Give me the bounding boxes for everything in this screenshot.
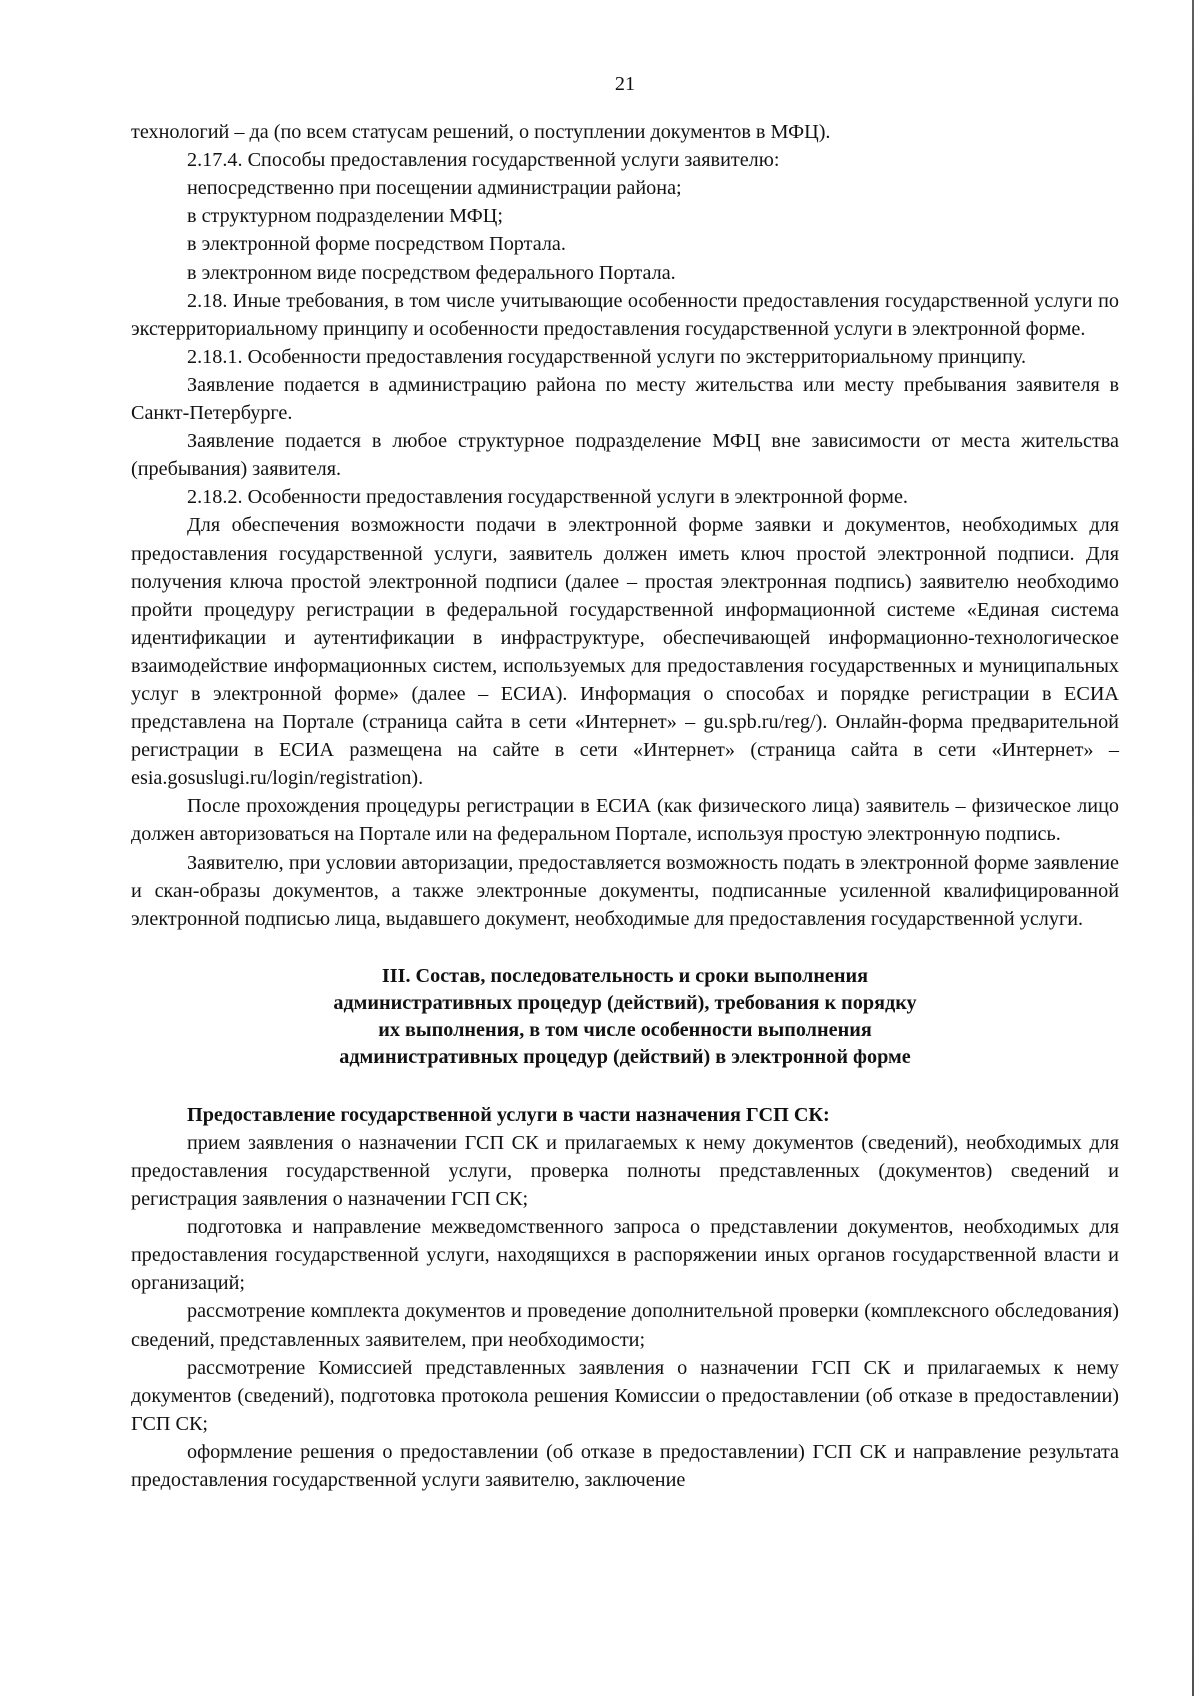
section-heading	[131, 963, 1119, 1071]
procedure-item: подготовка и направление межведомственного запроса о представлении документов, необходимых для предоставления государственной услуги, находящихся в распоряжении иных органов государственной власти и организаций;	[131, 1216, 1119, 1295]
procedure-item: рассмотрение Комиссией представленных заявления о назначении ГСП СК и прилагаемых к нему документов (сведений), подготовка протокола решения Комиссии о предоставлении (об отказе в предоставлении) ГСП СК;	[131, 1356, 1119, 1435]
procedure-item: рассмотрение комплекта документов и проведение дополнительной проверки (комплексного обследования) сведений, представленных заявителем, при необходимости;	[131, 1300, 1119, 1351]
list-item-administration: непосредственно при посещении администрации района;	[187, 177, 682, 200]
section-heading-line: III. Состав, последовательность и сроки выполнения	[381, 964, 869, 987]
paragraph-2-17-4: 2.17.4. Способы предоставления государственной услуги заявителю:	[187, 149, 780, 172]
list-item-portal: в электронной форме посредством Портала.	[187, 233, 566, 256]
section-heading-line: их выполнения, в том числе особенности выполнения	[378, 1018, 872, 1041]
paragraph-after-registration: После прохождения процедуры регистрации в ЕСИА (как физического лица) заявитель – физическое лицо должен авторизоваться на Портале или на федеральном Портале, используя простую электронную подпись.	[131, 795, 1119, 846]
section-heading-line: административных процедур (действий) в электронной форме	[339, 1045, 911, 1068]
paragraph-2-18-1: 2.18.1. Особенности предоставления государственной услуги по экстерриториальному принципу.	[187, 345, 1027, 368]
procedure-item: прием заявления о назначении ГСП СК и прилагаемых к нему документов (сведений), необходимых для предоставления государственной услуги, проверка полноты представленных (документов) сведений и регистрация заявления о назначении ГСП СК;	[131, 1131, 1119, 1211]
page-number: 21	[614, 73, 636, 95]
paragraph-2-18-2: 2.18.2. Особенности предоставления государственной услуги в электронной форме.	[187, 486, 908, 509]
list-item-mfc: в структурном подразделении МФЦ;	[187, 205, 503, 228]
paragraph-district-application: Заявление подается в администрацию района по месту жительства или месту пребывания заявителя в Санкт-Петербурге.	[131, 373, 1119, 425]
paragraph-authorization: Заявителю, при условии авторизации, предоставляется возможность подать в электронной форме заявление и скан-образы документов, а также электронные документы, подписанные усиленной квалифицированной электронной подписью лица, выдавшего документ, необходимые для предоставления государственной услуги.	[131, 851, 1119, 930]
list-item-federal-portal: в электронном виде посредством федерального Портала.	[187, 261, 676, 284]
document-page	[131, 70, 1119, 1494]
scan-edge	[1192, 0, 1194, 1696]
procedure-item: оформление решения о предоставлении (об отказе в предоставлении) ГСП СК и направление результата предоставления государственной услуги заявителю, заключение	[131, 1440, 1119, 1492]
section-heading-line: административных процедур (действий), требования к порядку	[333, 991, 917, 1014]
subheading-gsp-sk: Предоставление государственной услуги в части назначения ГСП СК:	[187, 1103, 830, 1126]
paragraph-2-18: 2.18. Иные требования, в том числе учитывающие особенности предоставления государственной услуги по экстерриториальному принципу и особенности предоставления государственной услуги в электронной форме.	[131, 289, 1119, 340]
paragraph-mfc-application: Заявление подается в любое структурное подразделение МФЦ вне зависимости от места жительства (пребывания) заявителя.	[131, 430, 1119, 481]
paragraph-continuation: технологий – да (по всем статусам решений, о поступлении документов в МФЦ).	[131, 121, 831, 144]
paragraph-esia-registration: Для обеспечения возможности подачи в электронной форме заявки и документов, необходимых для предоставления государственной услуги, заявитель должен иметь ключ простой электронной подписи. Для получения ключа простой электронной подписи (далее – простая электронная подпись) заявителю необходимо пройти процедуру регистрации в федеральной государственной информационной системе «Единая система идентификации и аутентификации в инфраструктуре, обеспечивающей информационно-технологическое взаимодействие информационных систем, используемых для предоставления государственных и муниципальных услуг в электронной форме» (далее – ЕСИА). Информация о способах и порядке регистрации в ЕСИА представлена на Портале (страница сайта в сети «Интернет» – gu.spb.ru/reg/). Онлайн-форма предварительной регистрации в ЕСИА размещена на сайте в сети «Интернет» (страница сайта в сети «Интернет» – esia.gosuslugi.ru/login/registration).	[131, 514, 1119, 790]
